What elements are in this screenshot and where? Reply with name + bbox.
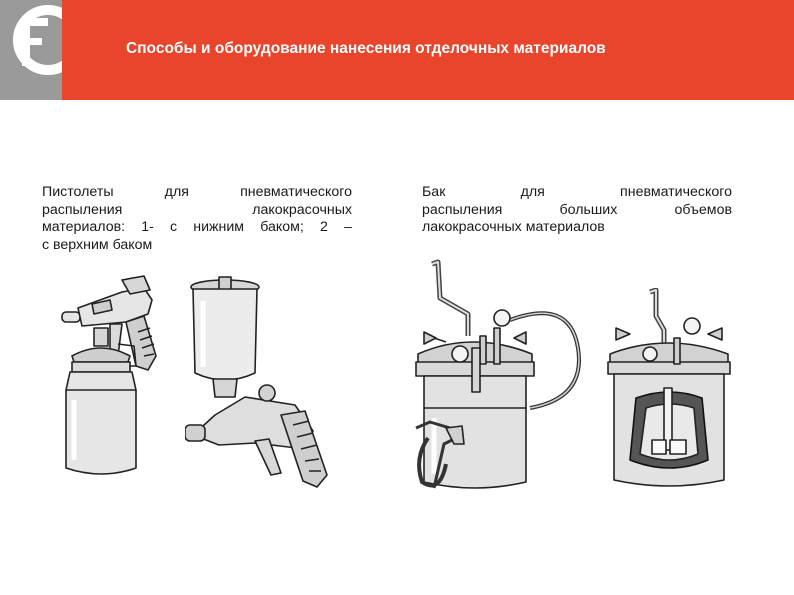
spray-gun-bottom-tank-image: [52, 270, 172, 485]
fe-logo-icon: [0, 0, 62, 100]
right-caption-line: Бак для пневматического: [422, 184, 732, 200]
page-title: Способы и оборудование нанесения отделочных материалов: [126, 40, 606, 57]
right-caption: [422, 184, 732, 237]
left-caption-line: распыления лакокрасочных: [42, 201, 352, 218]
spray-gun-top-tank-image: [185, 275, 335, 490]
logo-block: [0, 0, 62, 100]
left-caption-line: материалов: 1- с нижним баком; 2 –: [42, 219, 352, 235]
right-caption-line: распыления больших объемов: [422, 201, 732, 218]
left-caption: [42, 184, 352, 264]
left-caption-line: Пистолеты для пневматического: [42, 184, 352, 200]
right-caption-line: лакокрасочных материалов: [422, 219, 605, 235]
pressure-tank-exterior-image: [410, 258, 600, 498]
pressure-tank-cutaway-image: [600, 288, 740, 498]
left-caption-line: с верхним баком: [42, 236, 153, 253]
